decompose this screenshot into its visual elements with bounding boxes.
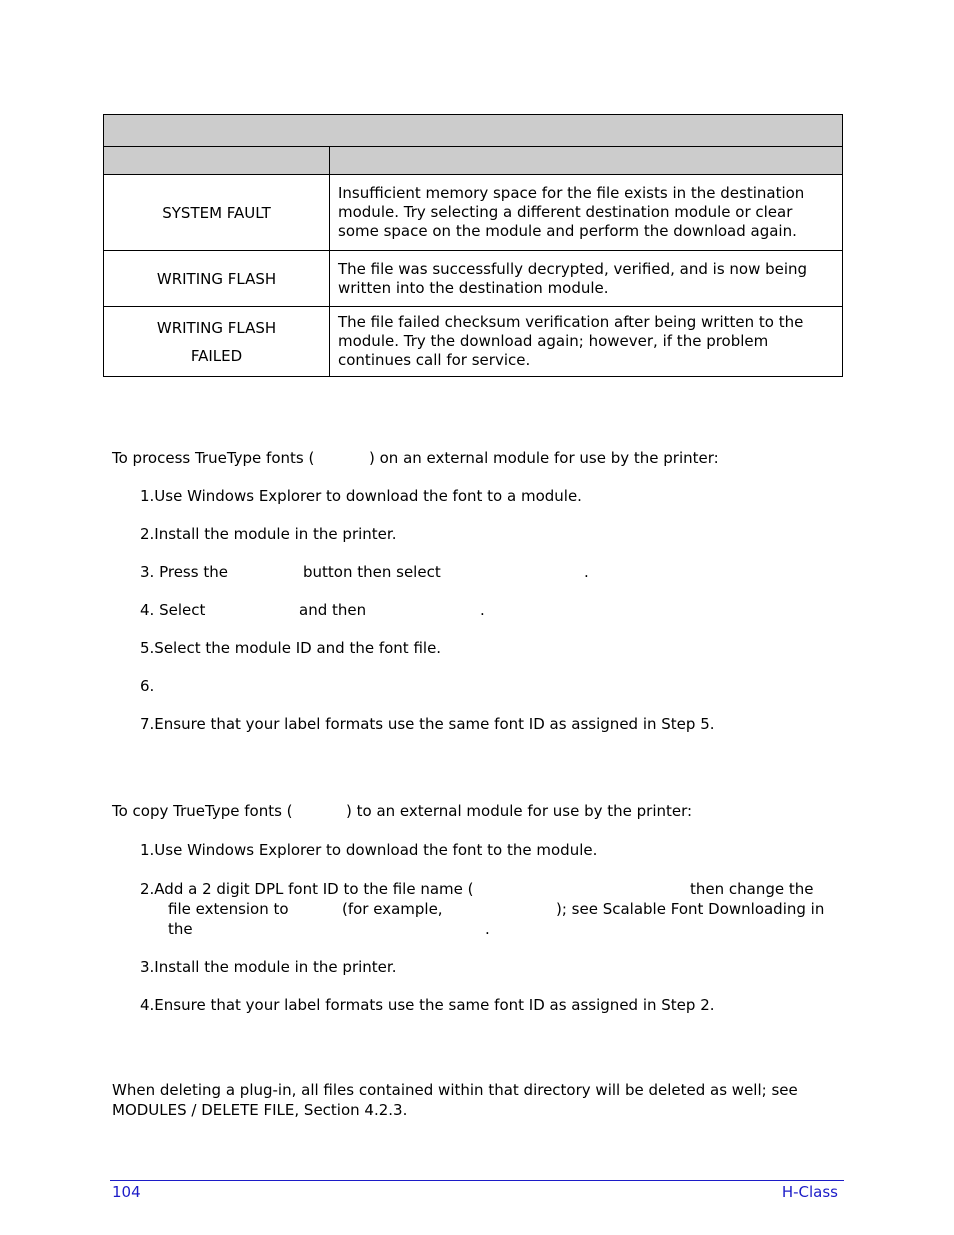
process-step-4b: and then [299,601,367,619]
process-intro-a: To process TrueType fonts ( [112,449,315,467]
description-cell: Insufficient memory space for the file exists in the destination module. Try selecting a different destination module or clear some space on the module and perform the download again. [330,175,843,251]
process-step-3c: . [584,563,589,581]
column-header-description [330,147,843,175]
copy-step-2d: (for example, [342,900,443,918]
message-cell: SYSTEM FAULT [104,175,330,251]
message-cell [104,307,330,377]
table-title-cell [104,115,843,147]
copy-step-2b: then change the [690,880,814,898]
table-row [104,175,843,251]
copy-step-4: 4.Ensure that your label formats use the same font ID as assigned in Step 2. [140,996,715,1014]
table-subheader-row [104,147,843,175]
process-step-7: 7.Ensure that your label formats use the same font ID as assigned in Step 5. [140,715,715,733]
description-cell: The file failed checksum verification after being written to the module. Try the download again; however, if the problem continues call for service. [330,307,843,377]
table-row [104,307,843,377]
copy-step-3: 3.Install the module in the printer. [140,958,397,976]
footer-page-number: 104 [112,1183,141,1201]
copy-step-2f: the [168,920,193,938]
table-row [104,251,843,307]
message-table [103,114,843,377]
footer-product-name: H-Class [781,1183,838,1201]
process-step-1: 1.Use Windows Explorer to download the font to a module. [140,487,582,505]
message-line: WRITING FLASH [156,318,277,337]
copy-step-2c: file extension to [168,900,289,918]
table-header-row [104,115,843,147]
copy-step-2a: 2.Add a 2 digit DPL font ID to the file name ( [140,880,474,898]
process-step-6: 6. [140,677,155,695]
process-step-2: 2.Install the module in the printer. [140,525,397,543]
column-header-message [104,147,330,175]
copy-intro-a: To copy TrueType fonts ( [112,802,293,820]
process-intro-b: ) on an external module for use by the printer: [369,449,719,467]
process-step-4c: . [480,601,485,619]
plugin-note-line-2: MODULES / DELETE FILE, Section 4.2.3. [112,1101,408,1119]
message-line: FAILED [190,346,243,365]
copy-step-2e: ); see Scalable Font Downloading in [556,900,825,918]
process-step-3b: button then select [303,563,441,581]
process-step-5: 5.Select the module ID and the font file. [140,639,442,657]
copy-intro-b: ) to an external module for use by the printer: [346,802,693,820]
process-step-4a: 4. Select [140,601,206,619]
process-step-3a: 3. Press the [140,563,228,581]
copy-step-2g: . [485,920,490,938]
message-cell: WRITING FLASH [104,251,330,307]
description-cell: The file was successfully decrypted, verified, and is now being written into the destination module. [330,251,843,307]
copy-step-1: 1.Use Windows Explorer to download the font to the module. [140,841,598,859]
plugin-note-line-1: When deleting a plug-in, all files contained within that directory will be deleted as well; see [112,1081,798,1099]
footer-rule [110,1180,844,1181]
